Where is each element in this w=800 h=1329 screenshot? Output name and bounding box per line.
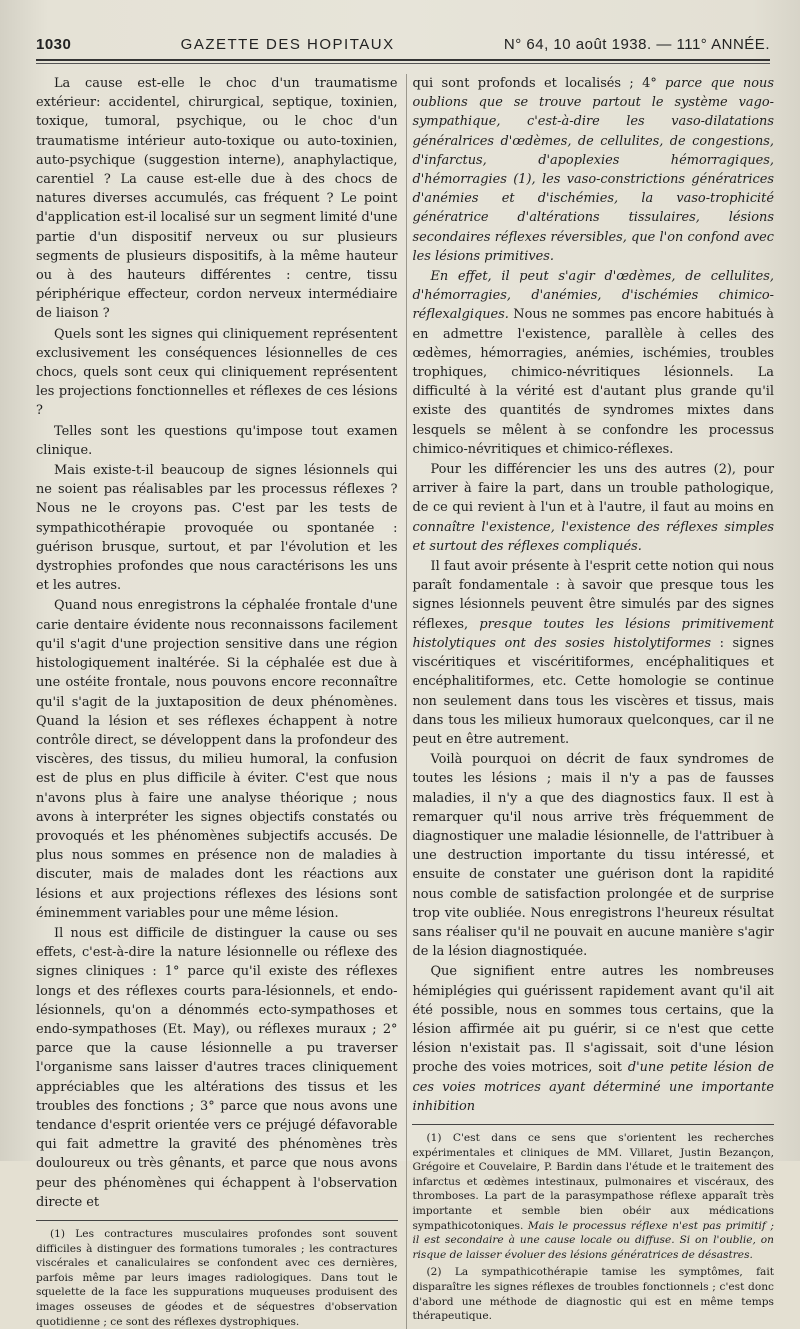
text-columns bbox=[36, 74, 774, 1329]
footnote-rule bbox=[412, 1124, 774, 1125]
paragraph bbox=[412, 267, 774, 459]
footnotes bbox=[36, 1227, 398, 1329]
text-run: (1) C'est dans ce sens que s'orientent les recherches expérimentales et cliniques de MM. Villaret, Justin Bezançon, Grégoire et Couvelaire, P. Bardin dans l'étude et le traitement des infarctus et œdèmes intestinaux, pulmonaires et viscéraux, des thromboses. La part de la parasympathose réflexe apparaît très importante et semble bien obéir aux médications sympathicotoniques. bbox=[412, 1131, 774, 1232]
footnotes bbox=[412, 1131, 774, 1324]
footnote-rule bbox=[36, 1220, 398, 1221]
text-run: Que signifient entre autres les nombreuses hémiplégies qui guérissent rapidement avant qu'il ait été possible, nous en sommes tous certains, que la lésion affirmée ait pu guérir, si ce n'est que cette lésion n'existait pas. Il s'agissait, soit d'une lésion proche des voies motrices, soit bbox=[412, 964, 774, 1076]
italic-run: connaître l'existence, l'existence des réflexes simples et surtout des réflexes compliqués. bbox=[412, 519, 774, 554]
paragraph bbox=[412, 74, 774, 266]
italic-run: En effet, il peut s'agir d'œdèmes, de cellulites, d'hémorragies, d'anémies, d'ischémies chimico-réflexalgiques. bbox=[412, 269, 774, 323]
header-rule bbox=[36, 59, 770, 61]
paragraph: Voilà pourquoi on décrit de faux syndromes de toutes les lésions ; mais il n'y a pas de fausses maladies, il n'y a que des diagnostics faux. Il est à remarquer qu'il nous arrive très fréquemment de diagnostiquer une maladie lésionnelle, de l'attribuer à une destruction importante du tissu intéressé, et ensuite de constater une guérison dont la rapidité nous comble de satisfaction prolongée et de surprise trop vite oubliée. Nous enregistrons l'heureux résultat sans réaliser qu'il ne pouvait en aucune manière s'agir de la lésion diagnostiquée. bbox=[412, 752, 774, 960]
paragraph: Telles sont les questions qu'impose tout examen clinique. bbox=[36, 423, 398, 458]
italic-run: d'une petite lésion de ces voies motrices ayant déterminé une importante inhibition bbox=[412, 1060, 774, 1114]
footnote bbox=[412, 1131, 774, 1262]
footnote: (1) Les contractures musculaires profondes sont souvent difficiles à distinguer des formations tumorales ; les contractures viscérales et canaliculaires se confondent avec ces dernières, parfois même par leurs images radiologiques. Dans tout le squelette de la face les suppurations muqueuses produisent des images osseuses de géodes et de séquestres d'observation quotidienne ; ce sont des réflexes dystrophiques. bbox=[36, 1227, 398, 1328]
header-rule-thin bbox=[36, 63, 770, 64]
paragraph: Mais existe-t-il beaucoup de signes lésionnels qui ne soient pas réalisables par les processus réflexes ? Nous ne le croyons pas. C'est par les tests de sympathicothérapie provoquée ou spontanée : guérison brusque, surtout, et par l'évolution et les dystrophies profondes que nous caractérisons les uns et les autres. bbox=[36, 463, 398, 594]
text-run: Nous ne sommes pas encore habitués à en admettre l'existence, parallèle à celles des œdèmes, hémorragies, anémies, ischémies, troubles trophiques, chimico-névritiques lésionnels. La difficulté à la vérité est d'autant plus grande qu'il existe des quantités de syndromes mixtes dans lesquels se mêlent à se confondre les processus chimico-névritiques et chimico-réflexes. bbox=[412, 307, 774, 457]
page-header bbox=[36, 36, 774, 59]
paragraph: Quels sont les signes qui cliniquement représentent exclusivement les conséquences lésionnelles de ces chocs, quels sont ceux qui cliniquement représentent les projections fonctionnelles et réflexes de ces lésions ? bbox=[36, 326, 398, 419]
issue-info: N° 64, 10 août 1938. — 111° ANNÉE. bbox=[503, 36, 770, 53]
paragraph: La cause est-elle le choc d'un traumatisme extérieur: accidentel, chirurgical, septique, toxinien, toxique, tumoral, psychique, ou le choc d'un traumatisme intérieur auto-toxique ou auto-toxinien, auto-psychique (suggestion interne), anaphylactique, carentiel ? La cause est-elle due à des chocs de natures diverses accumulés, cas fréquent ? Le point d'application est-il localisé sur un segment limité d'une partie d'un dispositif nerveux ou sur plusieurs segments de plusieurs dispositifs, à la même hauteur ou à des hauteurs différentes : centre, tissu périphérique effecteur, cordon nerveux intermédiaire de liaison ? bbox=[36, 76, 398, 322]
page-number: 1030 bbox=[36, 36, 72, 53]
paragraph bbox=[412, 460, 774, 556]
paragraph: Quand nous enregistrons la céphalée frontale d'une carie dentaire évidente nous reconnaissons facilement qu'il s'agit d'une projection sensitive dans une région histologiquement inaltérée. Si la céphalée est due à une ostéite frontale, nous pouvons encore reconnaître qu'il s'agit de la juxtaposition de deux phénomènes. Quand la lésion et ses réflexes échappent à notre contrôle direct, se développent dans la profondeur des viscères, des tissus, du milieu humoral, la confusion est de plus en plus difficile à éviter. C'est que nous n'avons plus à faire une analyse théorique ; nous avons à interpréter les signes objectifs constatés ou provoqués et les phénomènes subjectifs accusés. De plus nous sommes en présence non de maladies à discuter, mais de malades dont les réactions aux lésions et aux projections réflexes des lésions sont éminemment variables pour une même lésion. bbox=[36, 598, 398, 921]
italic-run: presque toutes les lésions primitivement histolytiques ont des sosies histolytiformes bbox=[412, 616, 774, 651]
journal-title: GAZETTE DES HOPITAUX bbox=[180, 36, 395, 53]
right-column bbox=[412, 74, 774, 1329]
text-run: qui sont profonds et localisés ; 4° bbox=[412, 76, 666, 91]
footnote: (2) La sympathicothérapie tamise les symptômes, fait disparaître les signes réflexes de troubles fonctionnels ; c'est donc d'abord une méthode de diagnostic qui est en même temps thérapeutique. bbox=[412, 1266, 774, 1323]
text-run: Pour les différencier les uns des autres (2), pour arriver à faire la part, dans un trouble pathologique, de ce qui revient à l'un et à l'autre, il faut au moins en bbox=[412, 462, 774, 516]
left-column bbox=[36, 74, 398, 1329]
paragraph: Il nous est difficile de distinguer la cause ou ses effets, c'est-à-dire la nature lésionnelle ou réflexe des signes cliniques : 1° parce qu'il existe des réflexes longs et des réflexes courts para-lésionnels, et endo-lésionnels, qu'on a dénommés ecto-sympathoses et endo-sympathoses (Et. May), ou réflexes muraux ; 2° parce que la cause lésionnelle a pu traverser l'organisme sans laisser d'autres traces cliniquement appréciables que les altérations des tissus et les troubles des fonctions ; 3° parce que nous avons une tendance d'esprit orientée vers ce préjugé défavorable qui fait admettre la gravité des phénomènes très douloureux ou très gênants, et parce que nous avons peur des phénomènes qui échappent à l'observation directe et bbox=[36, 925, 398, 1210]
text-run: : signes viscéritiques et viscéritiformes, encéphalitiques et encéphalitiformes, etc. Cette homologie se continue non seulement dans tous les viscères et tissus, mais dans tous les milieux humoraux quelconques, car il ne peut en être autrement. bbox=[412, 635, 774, 747]
italic-run: parce que nous oublions que se trouve partout le système vago-sympathique, c'est-à-dire les vaso-dilatations généralrices d'œdèmes, de cellulites, de congestions, d'infarctus, d'apoplexies hémorragiques, d'hémorragies (1), les vaso-constrictions génératrices d'anémies et d'ischémies, la vaso-trophicité génératrice d'altérations tissulaires, lésions secondaires réflexes réversibles, que l'on confond avec les lésions primitives. bbox=[412, 76, 774, 264]
italic-run: Mais le processus réflexe n'est pas primitif ; il est secondaire à une cause locale ou diffuse. Si on l'oublie, on risque de laisser évoluer des lésions génératrices de désastres. bbox=[412, 1219, 774, 1261]
column-divider bbox=[406, 74, 407, 1329]
paragraph bbox=[412, 962, 774, 1116]
paragraph bbox=[412, 557, 774, 749]
text-run: Il faut avoir présente à l'esprit cette notion qui nous paraît fondamentale : à savoir que presque tous les signes lésionnels peuvent être simulés par des signes réflexes, bbox=[412, 559, 774, 632]
